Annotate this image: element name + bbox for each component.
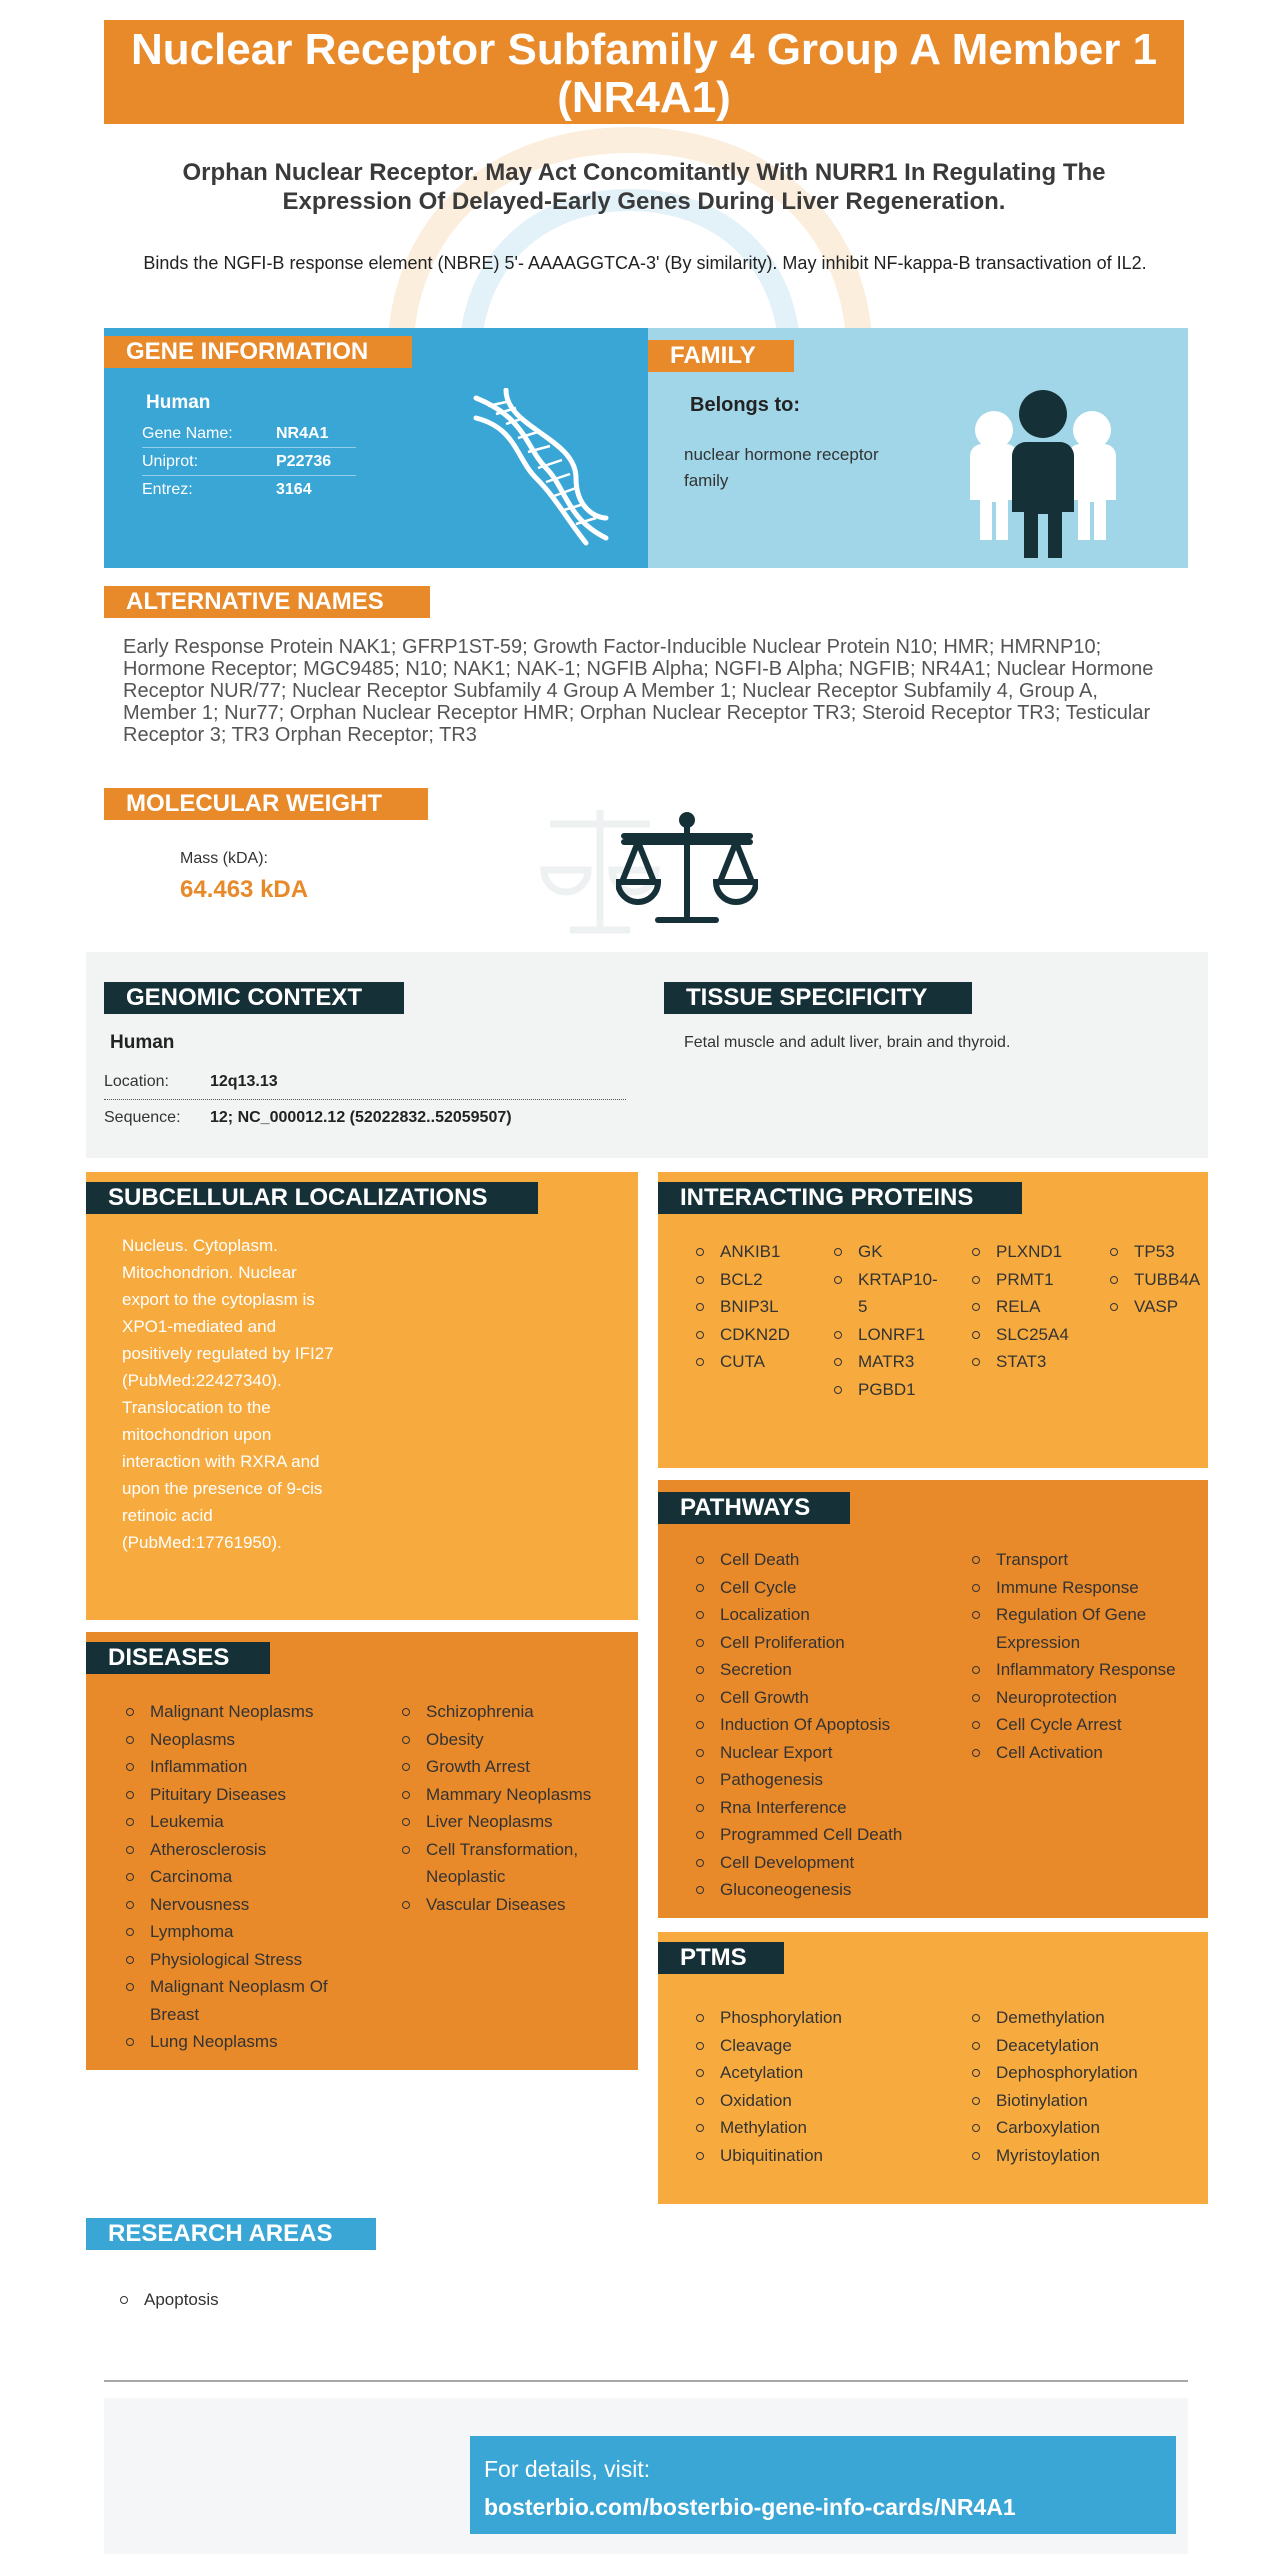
interacting-protein-item: ANKIB1 bbox=[696, 1238, 820, 1266]
footer-divider bbox=[104, 2380, 1188, 2382]
pathway-item: Cell Proliferation bbox=[696, 1629, 956, 1657]
interacting-proteins-col-2 bbox=[834, 1238, 938, 1403]
alternative-names-text: Early Response Protein NAK1; GFRP1ST-59; Growth Factor-Inducible Nuclear Protein N10; HMR; HMRNP10; Hormone Receptor; MGC9485; N10; NAK1; NAK-1; NGFIB Alpha; NGFI-B Alpha; NGFIB; NR4A1; Nuclear Hormone Receptor NUR/77; Nuclear Receptor Subfamily 4 Group A Member 1; Nuclear Receptor Subfamily 4, Group A, Member 1; Nur77; Orphan Nuclear Receptor HMR; Orphan Nuclear Receptor TR3; Steroid Receptor TR3; Testicular Receptor 3; TR3 Orphan Receptor; TR3 bbox=[123, 636, 1154, 746]
interacting-protein-item: LONRF1 bbox=[834, 1321, 938, 1349]
gene-info-table bbox=[142, 420, 356, 504]
pathways-panel bbox=[658, 1480, 1208, 1918]
ptm-item: Cleavage bbox=[696, 2032, 956, 2060]
interacting-protein-item: BCL2 bbox=[696, 1266, 820, 1294]
interacting-protein-item: CUTA bbox=[696, 1348, 820, 1376]
interacting-protein-item: MATR3 bbox=[834, 1348, 938, 1376]
ptm-item: Methylation bbox=[696, 2114, 956, 2142]
interacting-protein-item: PRMT1 bbox=[972, 1266, 1096, 1294]
footer-link-box[interactable] bbox=[470, 2436, 1176, 2534]
interacting-protein-item: GK bbox=[834, 1238, 938, 1266]
ptms-col-1 bbox=[696, 2004, 956, 2169]
pathway-item: Transport bbox=[972, 1546, 1202, 1574]
interacting-protein-item: TP53 bbox=[1110, 1238, 1210, 1266]
ptm-item: Acetylation bbox=[696, 2059, 956, 2087]
pathway-item: Secretion bbox=[696, 1656, 956, 1684]
interacting-protein-item: PLXND1 bbox=[972, 1238, 1096, 1266]
disease-item: Physiological Stress bbox=[126, 1946, 376, 1974]
gene-name-key: Gene Name: bbox=[142, 424, 233, 442]
sequence-key: Sequence: bbox=[104, 1109, 181, 1126]
diseases-panel bbox=[86, 1632, 638, 2070]
watermark-logo bbox=[370, 120, 890, 360]
pathway-item: Cell Growth bbox=[696, 1684, 956, 1712]
pathway-item: Cell Cycle bbox=[696, 1574, 956, 1602]
uniprot-row bbox=[142, 448, 356, 476]
interacting-proteins-panel bbox=[658, 1172, 1208, 1468]
pathway-item: Localization bbox=[696, 1601, 956, 1629]
pathway-item: Gluconeogenesis bbox=[696, 1876, 956, 1904]
interacting-protein-item: CDKN2D bbox=[696, 1321, 820, 1349]
interacting-protein-item: PGBD1 bbox=[834, 1376, 938, 1404]
research-areas-label: RESEARCH AREAS bbox=[86, 2218, 376, 2250]
ptm-item: Myristoylation bbox=[972, 2142, 1202, 2170]
research-area-item: Apoptosis bbox=[120, 2286, 520, 2314]
interacting-protein-item: RELA bbox=[972, 1293, 1096, 1321]
pathway-item: Induction Of Apoptosis bbox=[696, 1711, 956, 1739]
mass-value: 64.463 kDA bbox=[180, 876, 309, 903]
diseases-col-1 bbox=[126, 1698, 376, 2056]
location-value: 12q13.13 bbox=[210, 1072, 278, 1090]
mass-label: Mass (kDA): bbox=[180, 850, 268, 867]
pathway-item: Immune Response bbox=[972, 1574, 1202, 1602]
uniprot-value: P22736 bbox=[276, 452, 332, 470]
location-key: Location: bbox=[104, 1072, 169, 1090]
interacting-proteins-col-3 bbox=[972, 1238, 1096, 1376]
genomic-organism: Human bbox=[110, 1032, 175, 1053]
people-group-icon bbox=[970, 390, 1116, 558]
gene-name-value: NR4A1 bbox=[276, 424, 329, 442]
belongs-to-label: Belongs to: bbox=[690, 394, 800, 416]
alternative-names-label: ALTERNATIVE NAMES bbox=[104, 586, 430, 618]
disease-item: Obesity bbox=[402, 1726, 628, 1754]
diseases-col-2 bbox=[402, 1698, 628, 1918]
disease-item: Inflammation bbox=[126, 1753, 376, 1781]
tissue-specificity-text: Fetal muscle and adult liver, brain and thyroid. bbox=[684, 1034, 1011, 1051]
molecular-weight-label: MOLECULAR WEIGHT bbox=[104, 788, 428, 820]
page-title: Nuclear Receptor Subfamily 4 Group A Member 1 (NR4A1) bbox=[104, 20, 1184, 124]
family-value: nuclear hormone receptor family bbox=[684, 445, 879, 490]
interacting-protein-item: BNIP3L bbox=[696, 1293, 820, 1321]
footer-url-link[interactable]: bosterbio.com/bosterbio-gene-info-cards/NR4A1 bbox=[484, 2494, 1016, 2520]
location-row bbox=[104, 1064, 626, 1100]
disease-item: Malignant Neoplasms bbox=[126, 1698, 376, 1726]
pathways-label: PATHWAYS bbox=[658, 1492, 850, 1524]
gene-organism: Human bbox=[146, 392, 211, 413]
disease-item: Malignant Neoplasm Of Breast bbox=[126, 1973, 376, 2028]
subcellular-text: Nucleus. Cytoplasm. Mitochondrion. Nuclear export to the cytoplasm is XPO1-mediated and positively regulated by IFI27 (PubMed:22427340). Translocation to the mitochondrion upon interaction with RXRA and upon the presence of 9-cis retinoic acid (PubMed:17761950). bbox=[122, 1236, 334, 1552]
research-areas-list bbox=[120, 2286, 520, 2314]
pathway-item: Nuclear Export bbox=[696, 1739, 956, 1767]
ptm-item: Demethylation bbox=[972, 2004, 1202, 2032]
sequence-row bbox=[104, 1100, 626, 1136]
sequence-value: 12; NC_000012.12 (52022832..52059507) bbox=[210, 1109, 512, 1126]
interacting-protein-item: VASP bbox=[1110, 1293, 1210, 1321]
disease-item: Growth Arrest bbox=[402, 1753, 628, 1781]
gene-name-row bbox=[142, 420, 356, 448]
pathways-col-1 bbox=[696, 1546, 956, 1904]
pathway-item: Cell Cycle Arrest bbox=[972, 1711, 1202, 1739]
uniprot-key: Uniprot: bbox=[142, 452, 199, 470]
disease-item: Vascular Diseases bbox=[402, 1891, 628, 1919]
interacting-proteins-label: INTERACTING PROTEINS bbox=[658, 1182, 1022, 1214]
diseases-label: DISEASES bbox=[86, 1642, 270, 1674]
interacting-proteins-col-1 bbox=[696, 1238, 820, 1376]
pathway-item: Pathogenesis bbox=[696, 1766, 956, 1794]
interacting-protein-item: TUBB4A bbox=[1110, 1266, 1210, 1294]
ptm-item: Biotinylation bbox=[972, 2087, 1202, 2115]
footer-line-1: For details, visit: bbox=[484, 2456, 651, 2482]
ptm-item: Deacetylation bbox=[972, 2032, 1202, 2060]
subcellular-panel bbox=[86, 1172, 638, 1620]
disease-item: Schizophrenia bbox=[402, 1698, 628, 1726]
disease-item: Cell Transformation, Neoplastic bbox=[402, 1836, 628, 1891]
page-subtitle: Orphan Nuclear Receptor. May Act Concomitantly With NURR1 In Regulating The Expression Of Delayed-Early Genes During Liver Regeneration. bbox=[182, 159, 1106, 215]
family-panel bbox=[648, 328, 1188, 568]
interacting-protein-item: KRTAP10-5 bbox=[834, 1266, 938, 1321]
disease-item: Lung Neoplasms bbox=[126, 2028, 376, 2056]
dna-helix-icon bbox=[466, 388, 616, 548]
disease-item: Liver Neoplasms bbox=[402, 1808, 628, 1836]
balance-scale-icon bbox=[616, 812, 758, 932]
disease-item: Nervousness bbox=[126, 1891, 376, 1919]
disease-item: Pituitary Diseases bbox=[126, 1781, 376, 1809]
pathway-item: Cell Development bbox=[696, 1849, 956, 1877]
ptm-item: Dephosphorylation bbox=[972, 2059, 1202, 2087]
tissue-specificity-label: TISSUE SPECIFICITY bbox=[664, 982, 972, 1014]
pathways-col-2 bbox=[972, 1546, 1202, 1766]
interacting-protein-item: SLC25A4 bbox=[972, 1321, 1096, 1349]
entrez-value: 3164 bbox=[276, 481, 312, 498]
genomic-context-label: GENOMIC CONTEXT bbox=[104, 982, 404, 1014]
gene-information-label: GENE INFORMATION bbox=[104, 336, 412, 368]
disease-item: Neoplasms bbox=[126, 1726, 376, 1754]
disease-item: Leukemia bbox=[126, 1808, 376, 1836]
ptm-item: Phosphorylation bbox=[696, 2004, 956, 2032]
interacting-proteins-col-4 bbox=[1110, 1238, 1210, 1321]
ptm-item: Carboxylation bbox=[972, 2114, 1202, 2142]
ptm-item: Oxidation bbox=[696, 2087, 956, 2115]
disease-item: Mammary Neoplasms bbox=[402, 1781, 628, 1809]
genomic-tissue-band bbox=[86, 952, 1208, 1158]
interacting-protein-item: STAT3 bbox=[972, 1348, 1096, 1376]
pathway-item: Neuroprotection bbox=[972, 1684, 1202, 1712]
pathway-item: Programmed Cell Death bbox=[696, 1821, 956, 1849]
subcellular-label: SUBCELLULAR LOCALIZATIONS bbox=[86, 1182, 538, 1214]
entrez-key: Entrez: bbox=[142, 481, 193, 498]
ptms-label: PTMS bbox=[658, 1942, 784, 1974]
ptms-panel bbox=[658, 1932, 1208, 2204]
function-description: Binds the NGFI-B response element (NBRE) 5'- AAAAGGTCA-3' (By similarity). May inhibit NF-kappa-B transactivation of IL2. bbox=[143, 253, 1147, 273]
disease-item: Atherosclerosis bbox=[126, 1836, 376, 1864]
pathway-item: Cell Death bbox=[696, 1546, 956, 1574]
pathway-item: Rna Interference bbox=[696, 1794, 956, 1822]
pathway-item: Cell Activation bbox=[972, 1739, 1202, 1767]
ptm-item: Ubiquitination bbox=[696, 2142, 956, 2170]
pathway-item: Inflammatory Response bbox=[972, 1656, 1202, 1684]
disease-item: Lymphoma bbox=[126, 1918, 376, 1946]
pathway-item: Regulation Of Gene Expression bbox=[972, 1601, 1202, 1656]
family-label: FAMILY bbox=[648, 340, 794, 372]
ptms-col-2 bbox=[972, 2004, 1202, 2169]
entrez-row bbox=[142, 476, 356, 504]
disease-item: Carcinoma bbox=[126, 1863, 376, 1891]
gene-information-panel bbox=[104, 328, 648, 568]
